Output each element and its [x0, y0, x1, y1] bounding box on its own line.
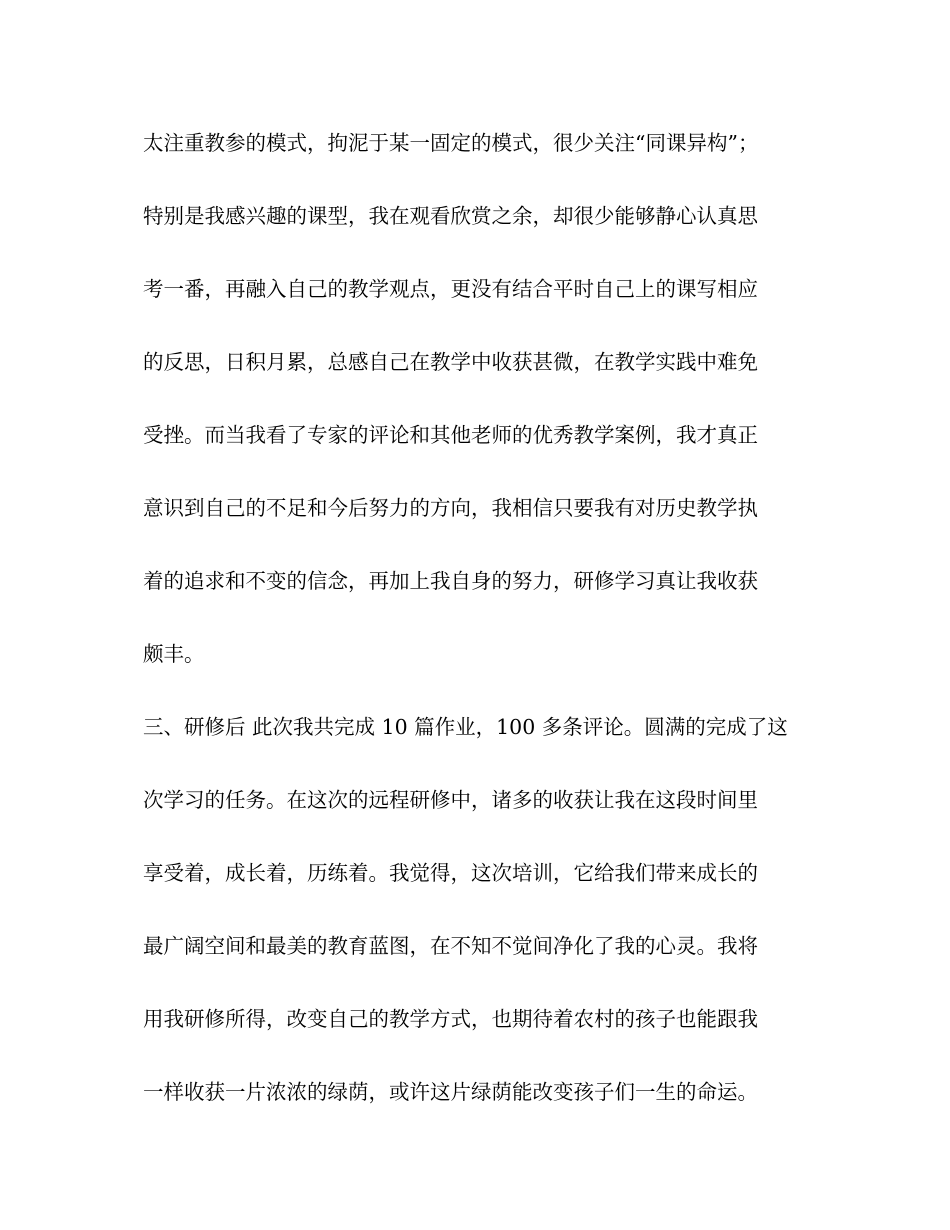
text-line-8: 颇丰。	[143, 642, 205, 666]
text-line-7: 着的追求和不变的信念，再加上我自身的努力，研修学习真让我收获	[143, 569, 758, 593]
text-line-6: 意识到自己的不足和今后努力的方向，我相信只要我有对历史教学执	[143, 496, 758, 520]
text-line-5: 受挫。而当我看了专家的评论和其他老师的优秀教学案例，我才真正	[143, 423, 758, 447]
section-heading-line: 三、研修后 此次我共完成 10 篇作业，100 多条评论。圆满的完成了这	[143, 715, 788, 739]
text-line-12: 最广阔空间和最美的教育蓝图，在不知不觉间净化了我的心灵。我将	[143, 934, 758, 958]
text-line-2: 特别是我感兴趣的课型，我在观看欣赏之余，却很少能够静心认真思	[143, 204, 758, 228]
text-line-14: 一样收获一片浓浓的绿荫，或许这片绿荫能改变孩子们一生的命运。	[143, 1080, 758, 1104]
text-line-3: 考一番，再融入自己的教学观点，更没有结合平时自己上的课写相应	[143, 277, 758, 301]
text-line-1: 太注重教参的模式，拘泥于某一固定的模式，很少关注“同课异构”；	[143, 131, 759, 155]
text-line-13: 用我研修所得，改变自己的教学方式，也期待着农村的孩子也能跟我	[143, 1007, 758, 1031]
text-line-4: 的反思，日积月累，总感自己在教学中收获甚微，在教学实践中难免	[143, 350, 758, 374]
text-line-11: 享受着，成长着，历练着。我觉得，这次培训，它给我们带来成长的	[143, 861, 758, 885]
text-line-10: 次学习的任务。在这次的远程研修中，诸多的收获让我在这段时间里	[143, 788, 758, 812]
